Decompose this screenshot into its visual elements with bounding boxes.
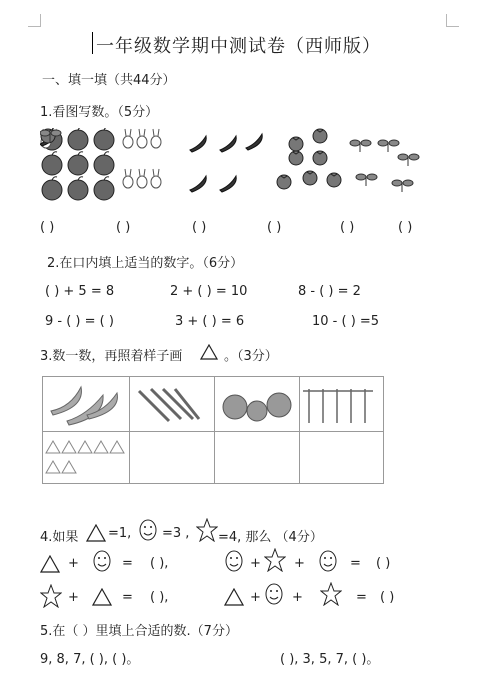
section-heading-1: 一、填一填（共44分） (42, 73, 176, 88)
q4-label: 4.如果 (40, 530, 79, 545)
q3-tally-grid (42, 376, 384, 484)
fruits-picture (217, 381, 297, 429)
bananas-picture (133, 381, 213, 429)
corner-mark-top-right (446, 14, 459, 27)
q4-triangle-value: =1, (108, 526, 132, 541)
q2-eq-3[interactable]: 8 - ( ) = 2 (298, 284, 361, 299)
q5-label: 5.在（ ）里填上合适的数.（7分） (40, 624, 238, 639)
q4-answer-3[interactable]: ( ), (150, 590, 169, 605)
sample-triangles (45, 437, 129, 483)
q4-equals: = (356, 590, 367, 605)
q4-plus: + (294, 556, 305, 571)
triangle-icon (224, 588, 244, 606)
sprouts-picture (301, 381, 383, 429)
q3-label-end: 。（3分） (224, 349, 278, 364)
page-title: 一年级数学期中测试卷（西师版） (96, 36, 381, 57)
q1-answer-6[interactable]: ( ) (398, 220, 413, 235)
q2-eq-2[interactable]: 2 + ( ) = 10 (170, 284, 248, 299)
q4-answer-1[interactable]: ( ), (150, 556, 169, 571)
q1-answer-2[interactable]: ( ) (116, 220, 131, 235)
q4-answer-2[interactable]: ( ) (376, 556, 391, 571)
q3-label: 3.数一数，再照着样子画 (40, 349, 183, 364)
star-icon (320, 582, 342, 606)
q4-smiley-value: =3 , (162, 526, 190, 541)
q2-label: 2.在口内填上适当的数字。（6分） (47, 256, 244, 271)
q4-plus: + (68, 590, 79, 605)
smiley-icon (318, 549, 338, 573)
q1-label: 1.看图写数。（5分） (40, 105, 159, 120)
smiley-icon (138, 518, 158, 542)
triangle-icon (92, 588, 112, 606)
q4-plus: + (250, 556, 261, 571)
q5-sequence-1[interactable]: 9, 8, 7, ( ), ( )。 (40, 652, 140, 667)
q4-equals: = (122, 556, 133, 571)
triangle-icon (200, 344, 218, 360)
star-icon (264, 548, 286, 572)
q4-plus: + (292, 590, 303, 605)
star-icon (40, 584, 62, 608)
triangle-icon (40, 555, 60, 573)
q2-eq-4[interactable]: 9 - ( ) = ( ) (45, 314, 114, 329)
smiley-icon (224, 549, 244, 573)
star-icon (196, 518, 218, 542)
triangle-icon (86, 524, 106, 542)
peppers-picture (47, 381, 127, 429)
q4-plus: + (68, 556, 79, 571)
corner-mark-top-left (28, 14, 41, 27)
q1-answer-1[interactable]: ( ) (40, 220, 55, 235)
q1-answer-5[interactable]: ( ) (340, 220, 355, 235)
q4-equals: = (122, 590, 133, 605)
q1-answer-4[interactable]: ( ) (267, 220, 282, 235)
q4-equals: = (350, 556, 361, 571)
smiley-icon (92, 549, 112, 573)
q2-eq-6[interactable]: 10 - ( ) =5 (312, 314, 380, 329)
q2-eq-5[interactable]: 3 + ( ) = 6 (175, 314, 245, 329)
q2-eq-1[interactable]: ( ) + 5 = 8 (45, 284, 115, 299)
q5-sequence-2[interactable]: ( ), 3, 5, 7, ( )。 (280, 652, 380, 667)
q1-answer-3[interactable]: ( ) (192, 220, 207, 235)
text-cursor (92, 32, 93, 54)
q4-star-value: =4, 那么 （4分） (218, 530, 323, 545)
q4-answer-4[interactable]: ( ) (380, 590, 395, 605)
q4-plus: + (250, 590, 261, 605)
smiley-icon (264, 582, 284, 606)
q1-picture-strip (40, 128, 460, 208)
